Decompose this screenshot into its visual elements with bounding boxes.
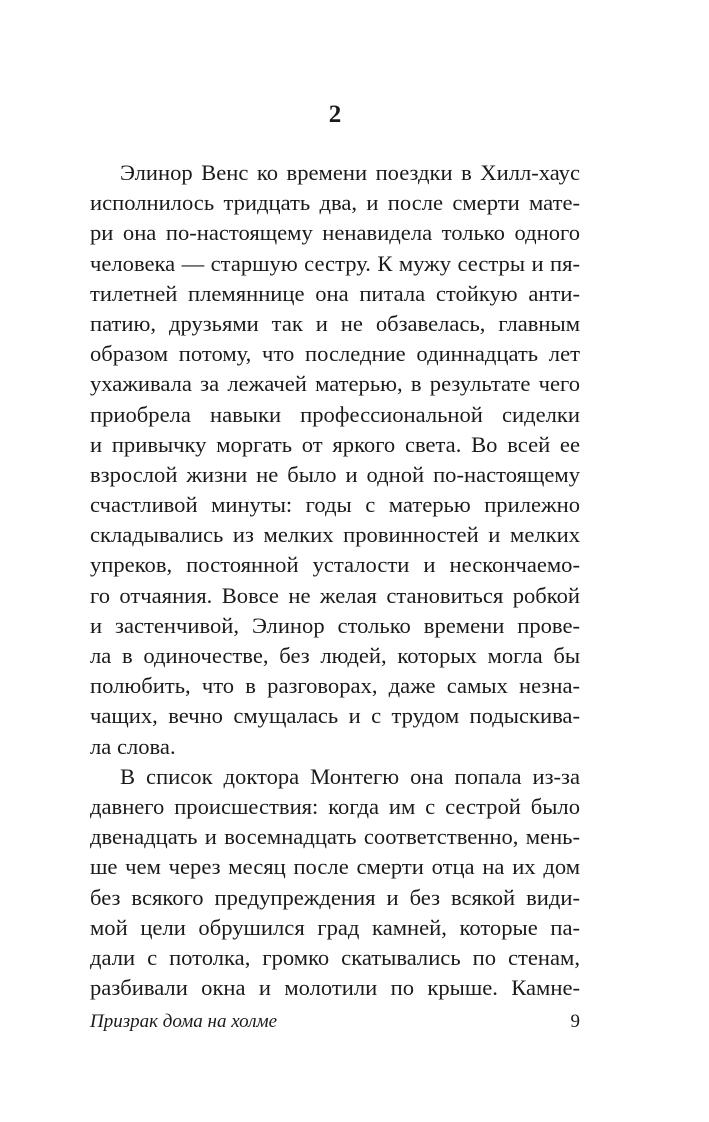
text-line: патию, друзьями так и не обзавелась, главным: [90, 310, 580, 336]
text-line: го отчаяния. Вовсе не желая становиться робкой: [90, 582, 580, 608]
text-line: и привычку моргать от яркого света. Во всей ее: [90, 431, 580, 457]
text-line: ла слова.: [90, 733, 176, 759]
page-footer: [90, 1008, 580, 1036]
text-line: дали с потолка, громко скатывались по стенам,: [90, 944, 580, 970]
text-line: без всякого предупреждения и без всякой види-: [90, 884, 580, 910]
text-line: счастливой минуты: годы с матерью прилежно: [90, 492, 580, 518]
text-line: упреков, постоянной усталости и нескончаемо-: [90, 552, 580, 578]
text-line: разбивали окна и молотили по крыше. Камне-: [90, 975, 580, 1001]
text-line: полюбить, что в разговорах, даже самых незна-: [90, 673, 580, 699]
text-line: двенадцать и восемнадцать соответственно, мень-: [90, 824, 580, 850]
text-line: В список доктора Монтегю она попала из-за: [120, 763, 580, 789]
text-line: Элинор Венс ко времени поездки в Хилл-хаус: [120, 160, 580, 185]
text-line: приобрела навыки профессиональной сиделки: [90, 401, 580, 427]
page-number: 9: [570, 1011, 580, 1032]
text-line: ше чем через месяц после смерти отца на их дом: [90, 854, 580, 880]
text-line: исполнилось тридцать два, и после смерти мате-: [90, 190, 580, 216]
body-text: [90, 158, 580, 1003]
text-line: чащих, вечно смущалась и с трудом подыскива-: [90, 703, 580, 729]
text-line: ухаживала за лежачей матерью, в результате чего: [90, 371, 580, 397]
text-line: и застенчивой, Элинор столько времени прове-: [90, 612, 580, 638]
text-line: мой цели обрушился град камней, которые па-: [90, 914, 580, 940]
text-line: складывались из мелких провинностей и мелких: [90, 522, 580, 548]
text-line: ри она по-настоящему ненавидела только одного: [90, 220, 580, 246]
text-line: человека — старшую сестру. К мужу сестры и пя-: [90, 250, 580, 276]
text-line: тилетней племяннице она питала стойкую анти-: [90, 280, 580, 306]
paragraph-2: [90, 762, 580, 1004]
text-line: образом потому, что последние одиннадцать лет: [90, 341, 580, 367]
text-line: ла в одиночестве, без людей, которых могла бы: [90, 643, 580, 668]
paragraph-1: [90, 158, 580, 762]
text-line: давнего происшествия: когда им с сестрой было: [90, 793, 580, 819]
chapter-number: 2: [328, 101, 342, 128]
running-title: Призрак дома на холме: [90, 1011, 278, 1032]
text-line: взрослой жизни не было и одной по-настоящему: [90, 461, 580, 487]
